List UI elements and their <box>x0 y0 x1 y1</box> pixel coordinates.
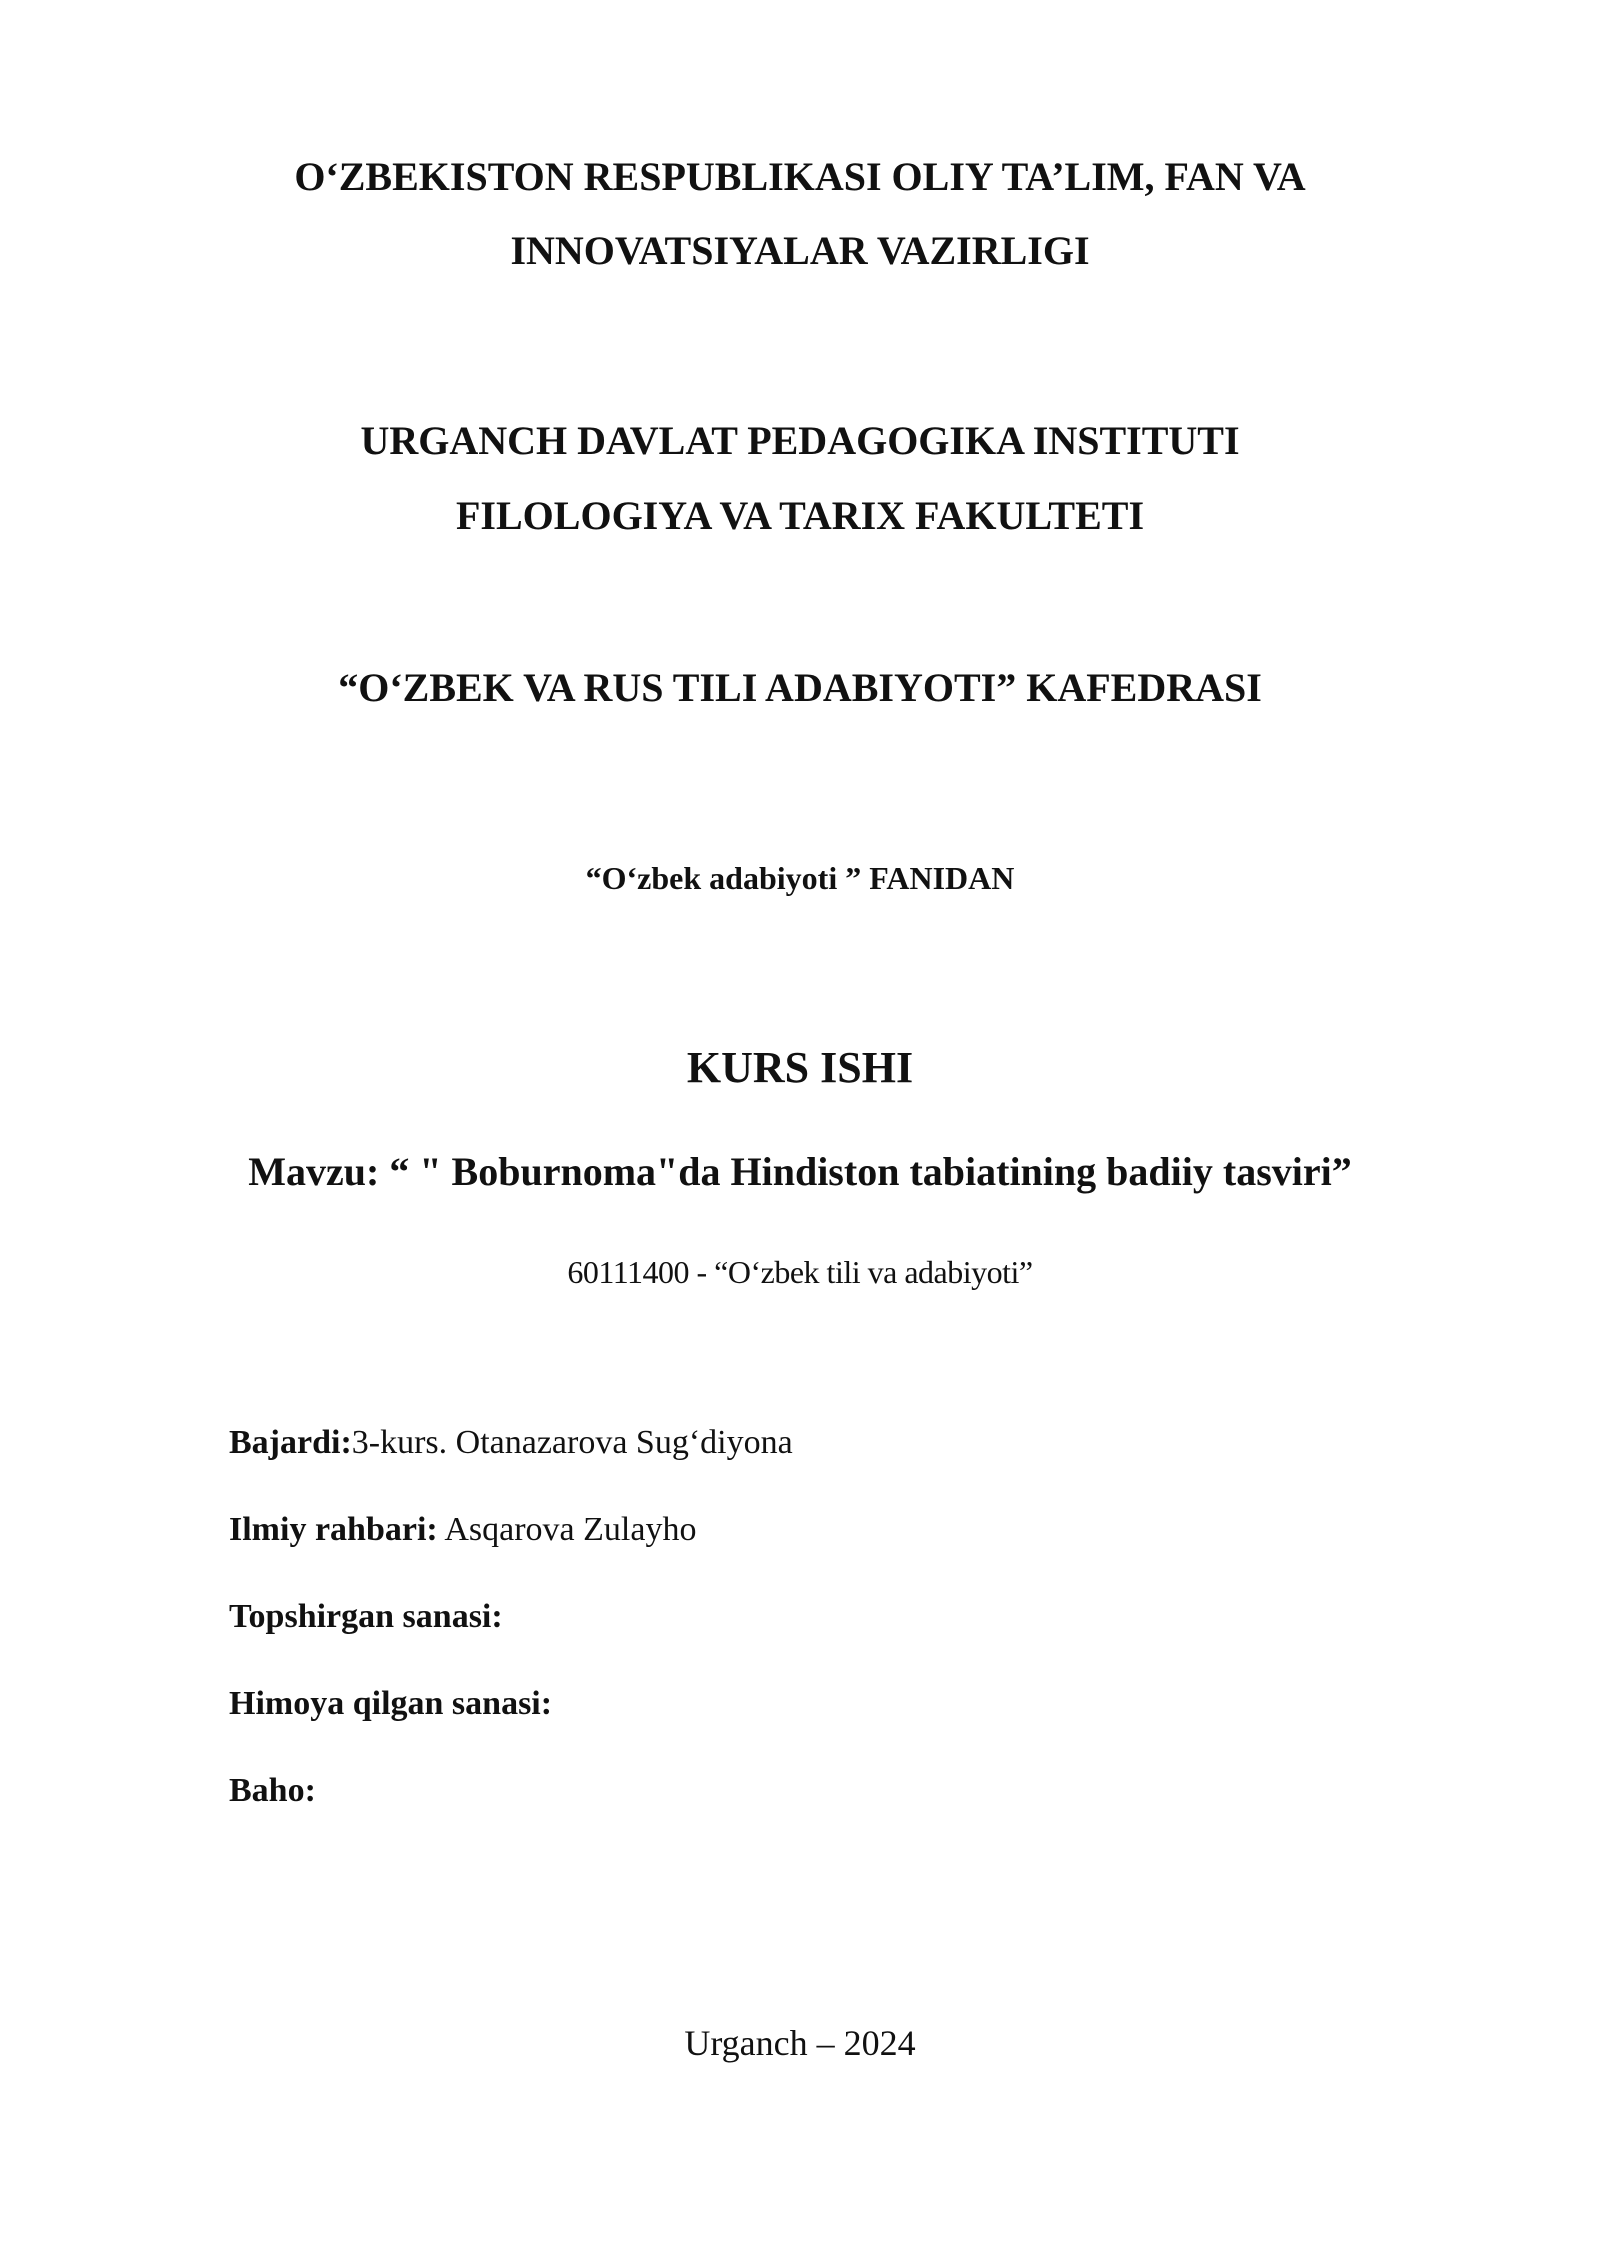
info-label: Himoya qilgan sanasi: <box>229 1685 553 1722</box>
work-topic: Mavzu: “ " Boburnoma"da Hindiston tabiatining badiiy tasviri” <box>248 1149 1352 1194</box>
info-label: Baho: <box>229 1772 316 1809</box>
info-value: 3-kurs. Otanazarova Sug‘diyona <box>351 1424 793 1461</box>
info-row-topshirgan-sanasi <box>229 1598 503 1636</box>
ministry-line-2: INNOVATSIYALAR VAZIRLIGI <box>510 228 1090 273</box>
department-name: “O‘ZBEK VA RUS TILI ADABIYOTI” KAFEDRASI <box>338 665 1262 710</box>
work-type: KURS ISHI <box>686 1043 914 1092</box>
ministry-line-1: O‘ZBEKISTON RESPUBLIKASI OLIY TA’LIM, FAN VA <box>294 154 1306 199</box>
info-label: Ilmiy rahbari: <box>229 1511 438 1548</box>
info-label: Bajardi: <box>229 1424 352 1461</box>
faculty-name: FILOLOGIYA VA TARIX FAKULTETI <box>455 493 1145 538</box>
info-value: Asqarova Zulayho <box>437 1511 697 1548</box>
specialty-code: 60111400 - “O‘zbek tili va adabiyoti” <box>567 1254 1033 1290</box>
info-row-baho <box>229 1772 316 1810</box>
info-label: Topshirgan sanasi: <box>229 1598 503 1635</box>
info-row-ilmiy-rahbari <box>229 1511 696 1549</box>
info-row-himoya-sanasi <box>229 1685 552 1723</box>
city-year: Urganch – 2024 <box>684 2023 916 2063</box>
institute-name: URGANCH DAVLAT PEDAGOGIKA INSTITUTI <box>360 418 1240 463</box>
subject-name: “O‘zbek adabiyoti ” FANIDAN <box>585 860 1015 896</box>
info-row-bajardi <box>229 1424 793 1462</box>
